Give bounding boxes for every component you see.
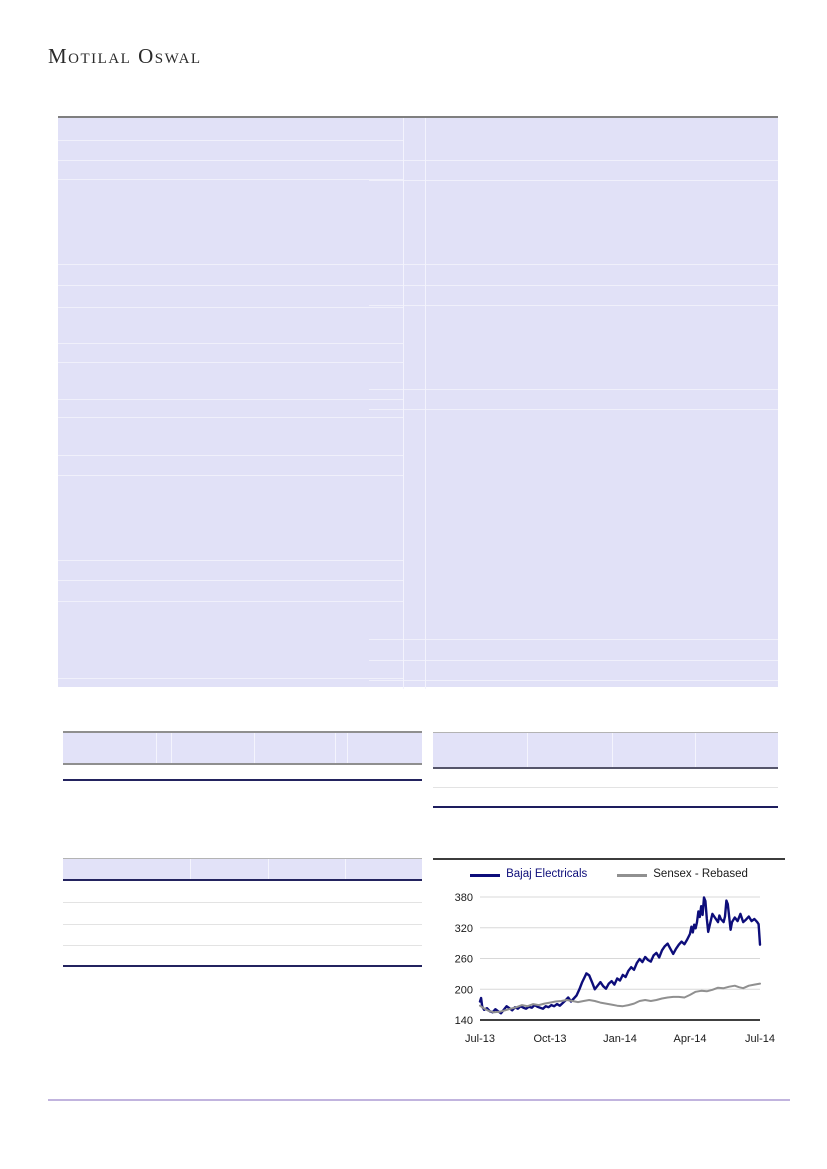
- summary-column-rule: [425, 118, 426, 689]
- right-table-header: [433, 732, 778, 769]
- summary-row-rule: [369, 639, 778, 640]
- summary-row-rule: [58, 307, 403, 308]
- footer-divider: [48, 1099, 790, 1101]
- stock-performance-chart: [433, 858, 785, 1058]
- brand-logo: Motilal Oswal: [48, 44, 202, 68]
- x-axis-tick-label: Jan-14: [603, 1033, 637, 1045]
- lower-left-table-row-rule: [63, 924, 422, 925]
- summary-row-rule: [58, 140, 403, 141]
- legend-item: [470, 869, 587, 881]
- summary-row-rule: [58, 179, 403, 180]
- lower-left-table-row-rule: [63, 902, 422, 903]
- summary-row-rule: [369, 285, 778, 286]
- summary-row-rule: [58, 560, 403, 561]
- y-axis-tick-label: 140: [454, 1015, 473, 1027]
- table-column-divider: [190, 859, 191, 879]
- summary-row-rule: [369, 680, 778, 681]
- summary-row-rule: [58, 417, 403, 418]
- summary-row-rule: [58, 264, 403, 265]
- chart-legend: [433, 867, 785, 883]
- summary-row-rule: [369, 409, 778, 410]
- lower-left-table-row-rule: [63, 945, 422, 946]
- legend-line-swatch: [617, 874, 647, 877]
- table-column-divider: [347, 733, 348, 763]
- table-column-divider: [345, 859, 346, 879]
- y-axis-tick-label: 200: [454, 984, 473, 997]
- summary-row-rule: [58, 285, 403, 286]
- summary-row-rule: [369, 160, 778, 161]
- summary-row-rule: [369, 305, 778, 306]
- table-column-divider: [612, 733, 613, 767]
- table-column-divider: [527, 733, 528, 767]
- lower-left-table-header: [63, 858, 422, 881]
- summary-box: [58, 116, 778, 687]
- lower-left-table-bottom-rule: [63, 965, 422, 967]
- summary-row-rule: [58, 362, 403, 363]
- table-column-divider: [695, 733, 696, 767]
- summary-row-rule: [58, 475, 403, 476]
- table-column-divider: [335, 733, 336, 763]
- chart-plot: [433, 883, 785, 1051]
- table-column-divider: [171, 733, 172, 763]
- legend-label: Sensex - Rebased: [653, 868, 748, 881]
- table-column-divider: [268, 859, 269, 879]
- x-axis-tick-label: Apr-14: [673, 1033, 707, 1045]
- summary-row-rule: [58, 601, 403, 602]
- upper-left-table-bottom-rule: [63, 779, 422, 781]
- summary-row-rule: [369, 264, 778, 265]
- summary-row-rule: [58, 455, 403, 456]
- summary-row-rule: [369, 389, 778, 390]
- x-axis-tick-label: Jul-14: [745, 1033, 775, 1045]
- y-axis-tick-label: 320: [454, 922, 473, 935]
- right-table-bottom-rule: [433, 806, 778, 808]
- summary-row-rule: [58, 343, 403, 344]
- table-column-divider: [254, 733, 255, 763]
- summary-row-rule: [58, 160, 403, 161]
- summary-row-rule: [369, 180, 778, 181]
- legend-line-swatch: [470, 874, 500, 877]
- table-column-divider: [156, 733, 157, 763]
- y-axis-tick-label: 260: [454, 953, 473, 966]
- summary-row-rule: [58, 580, 403, 581]
- summary-row-rule: [58, 678, 403, 679]
- series-line: [480, 898, 760, 1014]
- x-axis-tick-label: Jul-13: [465, 1033, 495, 1045]
- summary-column-rule: [403, 118, 404, 689]
- x-axis-tick-label: Oct-13: [533, 1033, 567, 1045]
- upper-left-table-header: [63, 731, 422, 765]
- right-table-row-rule: [433, 787, 778, 788]
- legend-item: [617, 869, 748, 881]
- y-axis-tick-label: 380: [454, 892, 473, 904]
- legend-label: Bajaj Electricals: [506, 868, 588, 881]
- summary-row-rule: [369, 660, 778, 661]
- summary-row-rule: [58, 399, 403, 400]
